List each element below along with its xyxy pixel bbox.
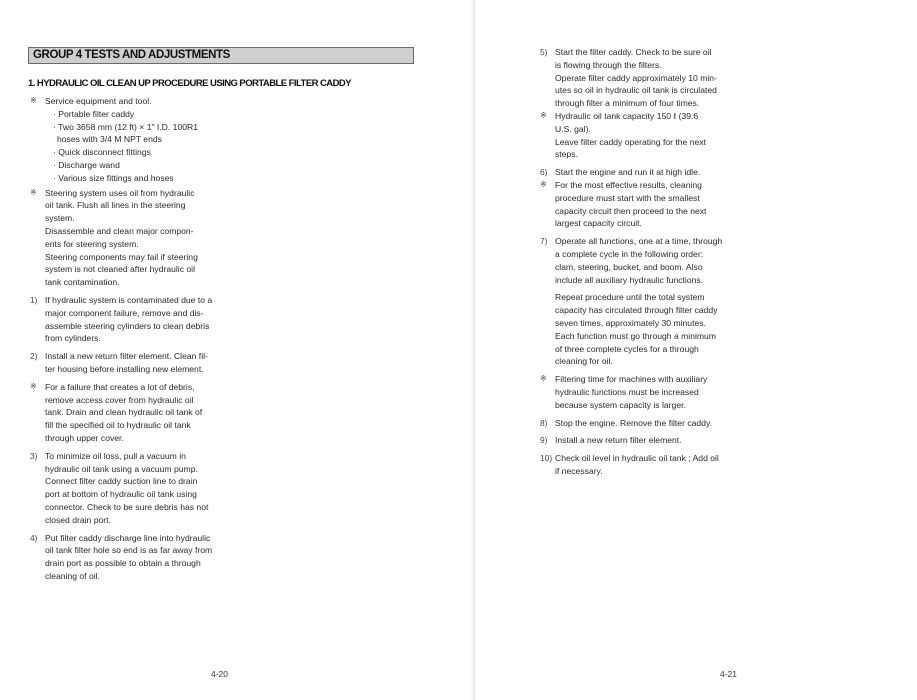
text-line: is flowing through the filters. [555, 59, 662, 70]
text-line: a complete cycle in the following order: [555, 248, 704, 259]
text-line: oil tank. Flush all lines in the steering [45, 200, 186, 211]
equipment-item: hoses with 3/4 M NPT ends [57, 134, 162, 145]
step-3 [30, 450, 218, 527]
text-line: closed drain port. [45, 514, 111, 525]
step-9 [540, 434, 726, 447]
text-line: U.S. gal). [555, 123, 591, 134]
equipment-item: · Portable filter caddy [53, 108, 135, 119]
page-number: 4-21 [720, 669, 738, 679]
text-line: oil tank filter hole so end is as far away from [45, 545, 213, 556]
text-line: assemble steering cylinders to clean debris [45, 320, 210, 331]
step-1 [30, 294, 218, 345]
text-line: cleaning for oil. [555, 356, 613, 367]
filtering-time-note [540, 373, 726, 411]
text-line: Disassemble and clean major compon- [45, 225, 194, 236]
text-line: steps. [555, 149, 578, 160]
service-equipment-heading: Service equipment and tool. [45, 96, 152, 106]
text-line: if necessary. [555, 465, 603, 476]
text-line: Filtering time for machines with auxiliary [555, 374, 708, 385]
note-marker: ※ [540, 374, 547, 384]
note-marker: ※ [30, 96, 37, 105]
step-number: 10) [540, 453, 553, 464]
text-line: of three complete cycles for a through [555, 343, 699, 354]
text-line: largest capacity circuit. [555, 218, 642, 229]
text-line: hydraulic functions must be increased [555, 386, 699, 397]
section-title: 1. HYDRAULIC OIL CLEAN UP PROCEDURE USING PORTABLE FILTER CADDY [28, 78, 352, 89]
text-line: Repeat procedure until the total system [555, 292, 705, 303]
text-line: clam, steering, bucket, and boom. Also [555, 261, 703, 272]
step-number: 2) [30, 351, 38, 362]
equipment-item: · Discharge wand [53, 159, 120, 170]
equipment-item: · Various size fittings and hoses [53, 172, 174, 183]
text-line: Steering system uses oil from hydraulic [45, 187, 195, 198]
text-line: Operate filter caddy approximately 10 min- [555, 72, 717, 83]
text-line: Each function must go through a minimum [555, 330, 716, 341]
text-line: Start the filter caddy. Check to be sure oil [555, 47, 712, 57]
step-5 [540, 46, 726, 110]
step-number: 1) [30, 294, 38, 305]
text-line: hydraulic oil tank using a vacuum pump. [45, 463, 198, 474]
text-line: capacity has circulated through filter caddy [555, 305, 718, 316]
text-line: seven times, approximately 30 minutes. [555, 317, 706, 328]
text-line: Connect filter caddy suction line to drain [45, 476, 198, 487]
note-marker: ※ [540, 179, 547, 189]
text-line: Leave filter caddy operating for the next [555, 136, 706, 147]
step-7 [540, 235, 726, 368]
text-line: fill the specified oil to hydraulic oil tank [45, 420, 191, 431]
note-marker: ※ [540, 110, 547, 120]
note-marker: ※ [30, 381, 37, 391]
right-page-content [540, 46, 726, 478]
text-line: drain port as possible to obtain a through [45, 558, 201, 569]
text-line: Install a new return filter element. Clean fil- [45, 351, 208, 362]
service-equipment-note [30, 95, 218, 185]
text-line: ter housing before installing new element. [45, 363, 204, 374]
step-10 [540, 452, 726, 478]
step-number: 5) [540, 47, 548, 57]
text-line: If hydraulic system is contaminated due to a [45, 294, 213, 305]
step-number: 7) [540, 236, 548, 247]
text-line: Hydraulic oil tank capacity 150 ℓ (39.6 [555, 110, 699, 121]
text-line: port at bottom of hydraulic oil tank using [45, 489, 197, 500]
capacity-note [540, 110, 726, 161]
text-line: Check oil level in hydraulic oil tank ; Add oil [555, 453, 719, 464]
text-line: system is not cleaned after hydraulic oil [45, 264, 195, 275]
text-line: tank. Drain and clean hydraulic oil tank of [45, 407, 203, 418]
text-line: system. [45, 213, 75, 224]
step-2 [30, 350, 218, 376]
step-number: 9) [540, 435, 548, 446]
text-line: To minimize oil loss, pull a vacuum in [45, 450, 186, 461]
left-page-content [30, 95, 218, 583]
equipment-item: · Two 3658 mm (12 ft) × 1" I.D. 100R1 [53, 121, 198, 132]
text-line: Stop the engine. Remove the filter caddy. [555, 417, 713, 428]
note-marker: ※ [30, 187, 37, 197]
text-line: cleaning of oil. [45, 570, 100, 581]
step-number: 6) [540, 167, 548, 178]
text-line: Steering components may fail if steering [45, 251, 198, 262]
text-line: For the most effective results, cleaning [555, 179, 702, 190]
group-header: GROUP 4 TESTS AND ADJUSTMENTS [28, 47, 414, 64]
text-line: utes so oil in hydraulic oil tank is circulated [555, 85, 717, 96]
text-line: For a failure that creates a lot of debris, [45, 381, 195, 392]
text-line: through upper cover. [45, 432, 124, 443]
page-number: 4-20 [211, 669, 229, 679]
step-4 [30, 532, 218, 583]
text-line: from cylinders. [45, 333, 101, 344]
text-line: Start the engine and run it at high idle. [555, 167, 701, 178]
step-number: 8) [540, 417, 548, 428]
step-8 [540, 417, 726, 430]
text-line: procedure must start with the smallest [555, 192, 700, 203]
step-number: 3) [30, 450, 38, 461]
effective-results-note [540, 179, 726, 230]
text-line: major component failure, remove and dis- [45, 307, 204, 318]
text-line: Operate all functions, one at a time, through [555, 236, 723, 247]
text-line: capacity circuit then proceed to the next [555, 205, 707, 216]
text-line: because system capacity is larger. [555, 399, 686, 410]
text-line: Put filter caddy discharge line into hydraulic [45, 532, 211, 543]
step-6 [540, 166, 726, 179]
steering-note [30, 187, 218, 289]
text-line: include all auxiliary hydraulic functions. [555, 274, 704, 285]
text-line: tank contamination. [45, 277, 120, 288]
equipment-item: · Quick disconnect fittings [53, 147, 151, 158]
step-number: 4) [30, 532, 38, 543]
text-line: connector. Check to be sure debris has not [45, 501, 209, 512]
text-line: ents for steering system. [45, 238, 139, 249]
text-line: through filter a minimum of four times. [555, 98, 700, 109]
text-line: Install a new return filter element. [555, 435, 682, 446]
debris-note [30, 381, 218, 445]
text-line: remove access cover from hydraulic oil [45, 394, 194, 405]
